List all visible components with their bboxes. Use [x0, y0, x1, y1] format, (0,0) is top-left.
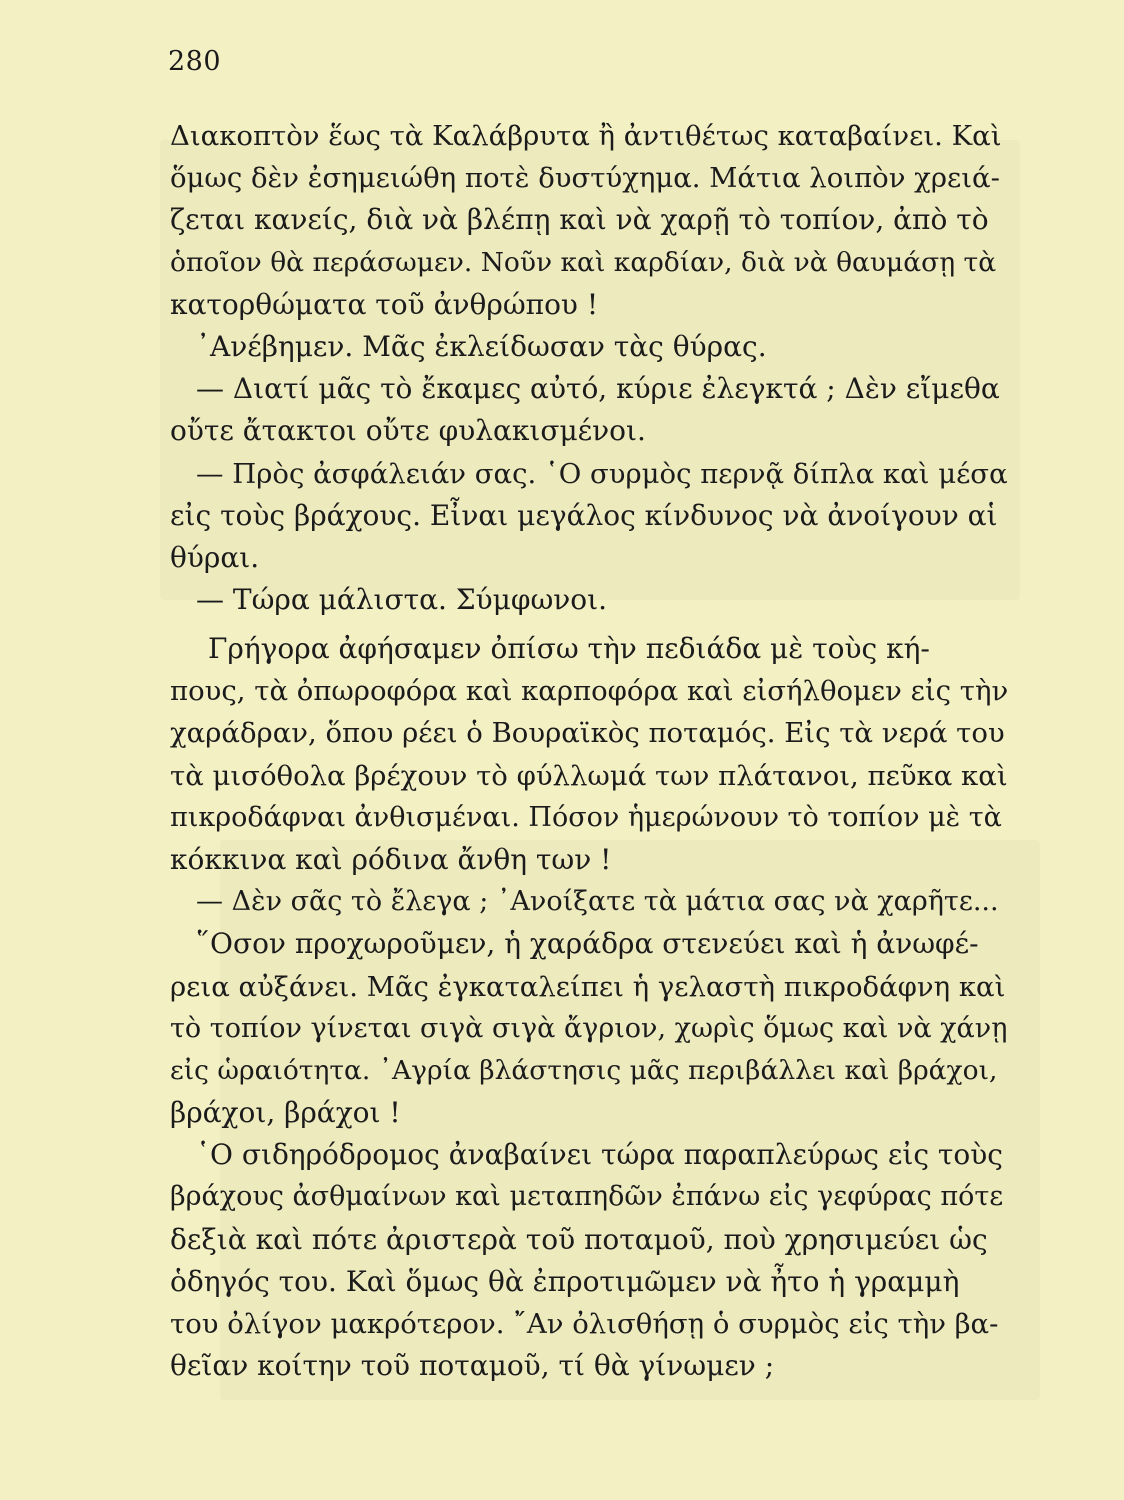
text-line: βράχοι, βράχοι ! — [170, 1096, 401, 1130]
text-line: κατορθώματα τοῦ ἀνθρώπου ! — [170, 287, 599, 321]
text-line: ὁδηγός του. Καὶ ὅμως θὰ ἐπροτιμῶμεν νὰ ἦτο ἡ γραμμὴ — [170, 1264, 960, 1298]
text-line: πους, τὰ ὀπωροφόρα καὶ καρποφόρα καὶ εἰσήλθομεν εἰς τὴν — [170, 675, 1009, 708]
text-line: Γρήγορα ἀφήσαμεν ὀπίσω τὴν πεδιάδα μὲ τοὺς κή- — [208, 632, 930, 665]
dialogue-line: — Πρὸς ἀσφάλειάν σας. ῾Ο συρμὸς περνᾷ δίπλα καὶ μέσα — [196, 457, 1008, 490]
page-number: 280 — [168, 46, 222, 77]
text-line: θύραι. — [170, 540, 260, 574]
text-line: χαράδραν, ὅπου ρέει ὁ Βουραϊκὸς ποταμός. Εἰς τὰ νερά του — [170, 717, 1005, 750]
text-line: τὰ μισόθολα βρέχουν τὸ φύλλωμά των πλάτανοι, πεῦκα καὶ — [170, 759, 1008, 792]
text-line: ὅμως δὲν ἐσημειώθη ποτὲ δυστύχημα. Μάτια λοιπὸν χρειά- — [170, 162, 1000, 195]
text-line: ζεται κανείς, διὰ νὰ βλέπῃ καὶ νὰ χαρῇ τὸ τοπίον, ἀπὸ τὸ — [170, 203, 989, 237]
text-line: του ὀλίγον μακρότερον. ῎Αν ὀλισθήσῃ ὁ συρμὸς εἰς τὴν βα- — [170, 1308, 999, 1340]
text-line: εἰς τοὺς βράχους. Εἶναι μεγάλος κίνδυνος νὰ ἀνοίγουν αἱ — [170, 498, 998, 532]
text-line: πικροδάφναι ἀνθισμέναι. Πόσον ἡμερώνουν τὸ τοπίον μὲ τὰ — [170, 801, 1002, 833]
text-block-top — [170, 115, 1010, 621]
dialogue-line: — Τώρα μάλιστα. Σύμφωνοι. — [196, 583, 608, 617]
text-line: ρεια αὐξάνει. Μᾶς ἐγκαταλείπει ἡ γελαστὴ πικροδάφνη καὶ — [170, 970, 1006, 1003]
text-line: θεῖαν κοίτην τοῦ ποταμοῦ, τί θὰ γίνωμεν ; — [170, 1349, 775, 1383]
text-line: κόκκινα καὶ ρόδινα ἄνθη των ! — [170, 842, 612, 876]
text-line: οὔτε ἄτακτοι οὔτε φυλακισμένοι. — [170, 414, 646, 448]
text-line: Διακοπτὸν ἕως τὰ Καλάβρυτα ἢ ἀντιθέτως καταβαίνει. Καὶ — [170, 120, 1002, 152]
text-line: ῾Ο σιδηρόδρομος ἀναβαίνει τώρα παραπλεύρως εἰς τοὺς — [196, 1138, 1003, 1172]
text-line: ᾿Ανέβημεν. Μᾶς ἐκλείδωσαν τὰς θύρας. — [196, 329, 767, 363]
dialogue-line: — Διατί μᾶς τὸ ἔκαμες αὐτό, κύριε ἐλεγκτά ; Δὲν εἴμεθα — [196, 372, 1000, 406]
text-line: τὸ τοπίον γίνεται σιγὰ σιγὰ ἄγριον, χωρὶς ὅμως καὶ νὰ χάνῃ — [170, 1012, 1008, 1044]
text-block-bottom — [170, 628, 1010, 1387]
text-line: βράχους ἀσθμαίνων καὶ μεταπηδῶν ἐπάνω εἰς γεφύρας πότε — [170, 1181, 1004, 1213]
dialogue-line: — Δὲν σᾶς τὸ ἔλεγα ; ᾿Ανοίξατε τὰ μάτια σας νὰ χαρῆτε... — [196, 886, 999, 918]
text-line: ὁποῖον θὰ περάσωμεν. Νοῦν καὶ καρδίαν, διὰ νὰ θαυμάσῃ τὰ — [170, 246, 997, 278]
text-line: δεξιὰ καὶ πότε ἀριστερὰ τοῦ ποταμοῦ, ποὺ χρησιμεύει ὡς — [170, 1222, 988, 1256]
text-line: ῞Οσον προχωροῦμεν, ἡ χαράδρα στενεύει καὶ ἡ ἀνωφέ- — [196, 927, 979, 961]
text-line: εἰς ὡραιότητα. ᾿Αγρία βλάστησις μᾶς περιβάλλει καὶ βράχοι, — [170, 1054, 998, 1086]
